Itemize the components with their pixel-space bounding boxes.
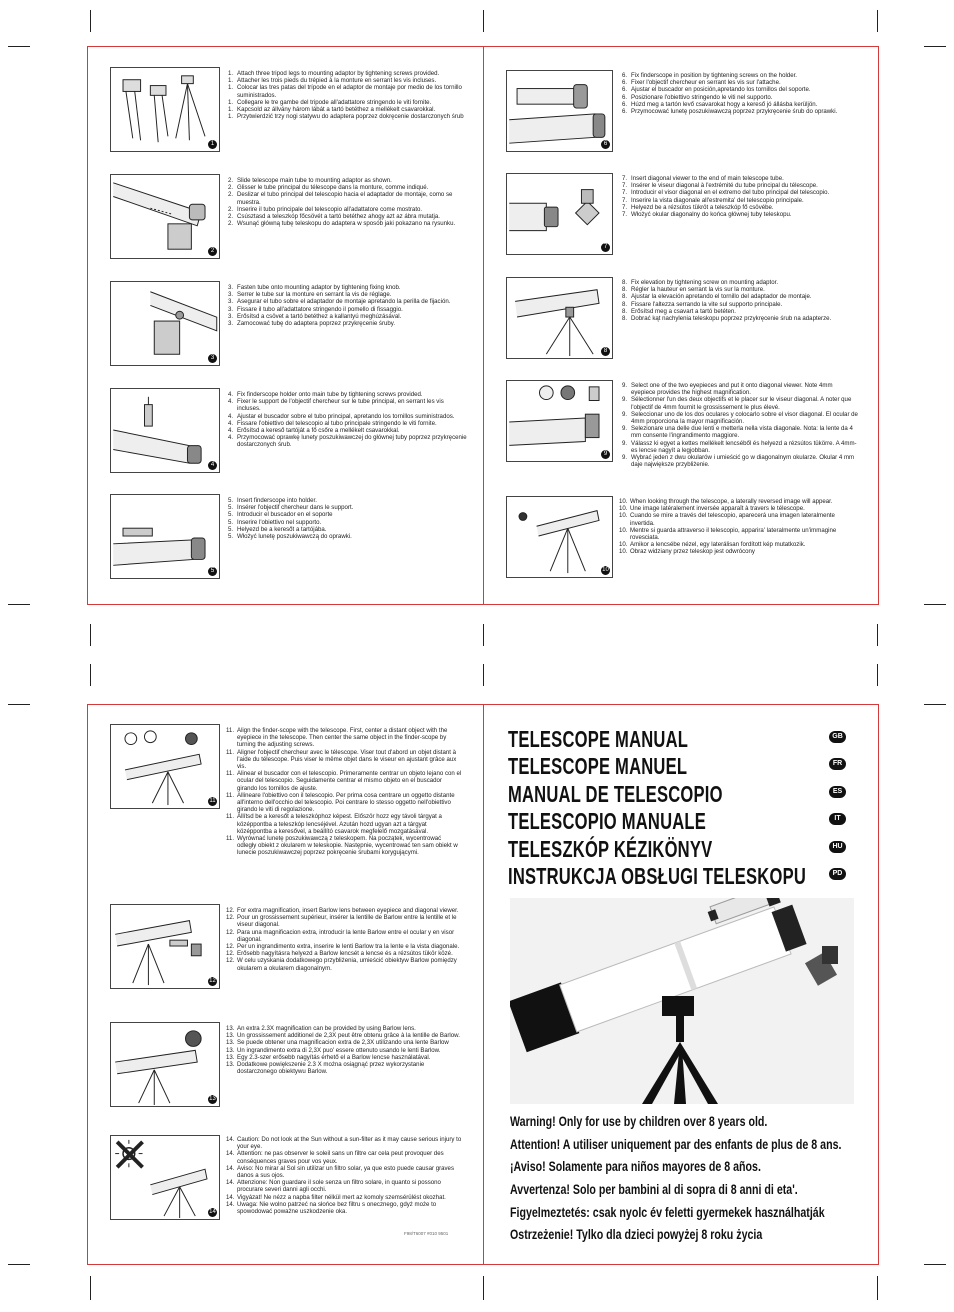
step-text: Insérer le viseur diagonal à l'extrémité du tube principal du télescope. [631,182,818,190]
step-number: 13. [226,1046,235,1054]
step-text: Aviso: No mirar al Sol sin utilizar un filtro solar, ya que esto puede causar graves danos a sus ojos. [237,1164,454,1180]
step-number: 7. [622,189,628,197]
step-figure-7 [506,173,613,255]
step-number: 7. [622,196,628,204]
step-text: Kapcsold az állvány három lábát a tartó betéthez a mellékelt csavarokkal. [237,106,436,114]
step-text: Introducir el buscador en el soporte [237,511,333,519]
step-text: Attacher les trois pieds du trépied à la monture en serrant les vis incluses. [237,77,437,85]
step-text: Asegurar el tubo sobre el adaptador de montaje apretando la perilla de fijación. [237,298,451,306]
step-12-text [226,907,462,972]
step-7-text [622,175,858,218]
crop-mark [8,46,30,47]
step-text: Erősítsd a kereső tartóját a fő csőre a mellékelt csavarokkal. [237,427,400,435]
step-figure-4 [110,388,220,473]
step-text: Wyrównać lunetę poszukiwawczą z teleskopem. Na początek, wycentrować odległy obiekt z okularem w teleskopie. Następnie, wycentrować ten sam obiekt w lunecie poszukiwawczej poprzez pokręcenie śrubami korygującymi. [237,835,458,857]
step-text: Zamocować tubę do adaptera poprzez przykręcenie śruby. [237,320,396,328]
step-text: Inserire l'obiettivo nel supporto. [237,518,322,526]
step-number: 2. [228,220,234,228]
step-number: 4. [228,391,234,398]
step-number: 7. [622,211,628,219]
step-text: Erősítsd meg a csavart a tartó betéten. [631,307,737,315]
step-text: Dodatkowe powiększenie 2.3 X można osiągnąć przez wykorzystanie dostarczonego obiektywu Barlow. [237,1061,425,1076]
step-text: Fixer le support de l'objectif chercheur sur le tube principal, en serrant les vis incluses. [237,398,444,413]
step-text: Une image latéralement inversée apparaît à travers le télescope. [630,505,805,513]
step-text: Csúsztasd a teleszkóp főcsövét a tartó betéthez ahogy azt az ábra mutatja. [237,213,440,221]
step-number: 6. [622,100,628,108]
step-text: Selezionare una delle due lenti e metterla nella vista diagonale. Nota: la lente da 4 mm consente l'ingrandimento maggiore. [631,425,853,440]
step-text: Egy 2.3-szer erősebb nagyítás érhető el a Barlow lencse használatával. [237,1053,431,1061]
step-text: Insert diagonal viewer to the end of main telescope tube. [631,175,784,182]
step-figure-13 [110,1022,220,1107]
step-number: 3. [228,305,234,313]
step-number: 14. [226,1179,235,1187]
finderscope-holder-illustration [111,389,219,472]
figure-number: 5 [208,567,217,576]
step-text: Insérer l'objectif chercheur dans le support. [237,504,354,512]
step-8-text [622,279,858,322]
step-text: Fix finderscope in position by tightening screws on the holder. [631,72,797,79]
step-text: Erősítsd a csövet a tartó betéthez a kallantyú meghúzásával. [237,312,402,320]
step-number: 11. [226,791,235,799]
step-9-text [622,382,858,468]
step-text: Para una magnificacion extra, introducir la lente Barlow entre el ocular y en visor diagonal. [237,928,455,943]
magnification-illustration [111,1023,219,1106]
step-number: 6. [622,86,628,94]
elevation-illustration [507,278,612,358]
crop-mark [877,624,878,646]
step-number: 2. [228,177,234,184]
step-number: 10. [619,526,628,534]
crop-mark [483,1276,484,1300]
step-number: 11. [226,748,235,756]
step-number: 8. [622,300,628,308]
step-13-text [226,1025,462,1075]
figure-number: 14 [209,1209,216,1215]
step-text: Húzd meg a tartón levő csavarokat hogy a kereső jó állásba kerüljön. [631,100,818,108]
step-number: 10. [619,512,628,520]
step-number: 10. [619,548,628,556]
figure-number: 8 [601,347,610,356]
figure-number: 10 [602,567,609,573]
step-number: 12. [226,907,235,914]
step-text: Fissare il tubo all'adattatore stringendo il pomello di fissaggio. [237,305,403,313]
step-text: Fasten tube onto mounting adaptor by tightening fixing knob. [237,284,401,291]
cover-title-fr: TELESCOPE MANUEL [508,753,688,779]
warning-hu: Figyelmeztetés: csak nyolc év feletti gyermekek használhatják [510,1204,825,1220]
step-text: Un ingrandimento extra di 2,3X puo' essere ottenuto usando le lenti Barlow. [237,1046,441,1054]
step-text: Obraz widziany przez teleskop jest odwrócony [630,548,755,556]
crop-mark [90,1276,91,1300]
telescope-illustration [510,898,854,1104]
step-text: Se puede obtener una magnificacion extra de 2,3X utilizando una lente Barlow [237,1039,449,1047]
step-text: Amikor a lencsébe nézel, egy laterálisan fordított kép mutatkozik. [630,541,806,549]
step-2-text [228,177,468,227]
step-number: 13. [226,1061,235,1069]
step-number: 14. [226,1150,235,1158]
crop-mark [924,704,946,705]
crop-mark [8,1264,30,1265]
step-number: 12. [226,928,235,936]
step-text: Caution: Do not look at the Sun without a sun-filter as it may cause serious injury to your eye. [237,1136,462,1151]
step-text: W celu uzyskania dodatkowego przybliżenia, umieścić obiektyw Barlow pomiędzy okularem a okularem diagonalnym. [237,957,457,972]
step-text: Ajustar el buscador en posición,apretando los tornillos del soporte. [631,86,811,94]
step-figure-3 [110,281,220,366]
step-text: Alinear el buscador con el telescopio. Primeramente centrar un objeto lejano con el ocular del telescopio. Seguidamente centrar el mismo objeto en el buscador girando los tornillos de ajuste. [237,770,462,792]
step-number: 1. [228,106,234,114]
step-figure-10 [506,496,613,578]
lang-badge-hu: HU [829,841,846,853]
crop-mark [483,10,484,32]
step-text: Régler la hauteur en serrant la vis sur la monture. [631,286,765,294]
step-text: Select one of the two eyepieces and put it onto diagonal viewer. Note 4mm eyepiece provides the highest magnification. [631,382,833,397]
step-text: Align the finder-scope with the telescope. First, center a distant object with the eyepiece in the telescope. Then center the same object in the finder-scope by turning the adjusting screws. [237,727,448,749]
step-text: Cuando se mire a través del telescopio, aparecerá una imagen lateralmente invertida. [630,512,835,527]
step-text: Deslizar el tubo principal del telescopio hacia el adaptador de montaje, como se muestra. [237,191,453,206]
crop-mark [90,624,91,646]
barlow-lens-illustration [111,905,219,988]
step-text: Włożyć lunetę poszukiwawczą do oprawki. [237,533,352,541]
step-number: 4. [228,419,234,427]
step-text: Vigyázat! Ne nézz a napba filter nélkül mert az komoly szemsérülést okozhat. [237,1193,446,1201]
fixing-knob-illustration [111,282,219,365]
step-number: 3. [228,312,234,320]
step-text: Uwaga: Nie wolno patrzeć na słońce bez filtru s onecznego, gdyż może to spowodować poważne uszkodzenie oka. [237,1200,437,1216]
step-number: 12. [226,943,235,951]
step-text: An extra 2.3X magnification can be provided by using Barlow lens. [237,1025,416,1032]
step-number: 13. [226,1053,235,1061]
crop-mark [877,1276,878,1300]
step-3-text [228,284,468,327]
step-number: 8. [622,293,628,301]
sun-warning-illustration [111,1136,219,1219]
step-text: Helyezd be a keresőt a tartójába. [237,525,327,533]
step-figure-8 [506,277,613,359]
figure-number: 2 [208,247,217,256]
step-number: 10. [619,498,628,505]
crop-mark [483,624,484,646]
step-figure-11 [110,724,220,809]
step-number: 13. [226,1039,235,1047]
step-number: 2. [228,191,234,199]
step-11-text [226,727,462,857]
crop-mark [924,46,946,47]
step-number: 10. [619,541,628,549]
step-number: 9. [622,425,628,433]
figure-number: 7 [601,243,610,252]
step-10-text [619,498,859,556]
figure-number: 1 [208,140,217,149]
step-4-text [228,391,468,449]
tube-slide-illustration [111,175,219,258]
step-figure-2 [110,174,220,259]
figure-number: 6 [601,140,610,149]
step-text: Slide telescope main tube to mounting adaptor as shown. [237,177,392,184]
crop-mark [877,664,878,686]
figure-number: 9 [601,450,610,459]
step-number: 10. [619,505,628,513]
step-figure-6 [506,70,613,152]
step-number: 13. [226,1032,235,1040]
step-5-text [228,497,468,540]
step-number: 1. [228,113,234,121]
step-number: 5. [228,525,234,533]
warning-it: Avvertenza! Solo per bambini al di sopra di 8 anni di eta'. [510,1181,798,1197]
step-text: Introducir el visor diagonal en el extremo del tubo principal del telescopio. [631,189,830,197]
cover-title-it: TELESCOPIO MANUALE [508,808,707,834]
step-text: Colocar las tres patas del trípode en el adaptor de montaje por medio de los tornillo suministrados. [237,84,462,99]
step-text: Ajustar la elevación apretando el tornillo del adaptador de montaje. [631,293,812,301]
step-text: Przymocować lunetę poszukiwawczą poprzez przykręcenie śrub do oprawki. [631,108,838,116]
crop-mark [924,1264,946,1265]
step-text: Fixer l'objectif chercheur en serrant les vis sur l'attache. [631,79,781,87]
lang-badge-fr: FR [829,758,846,770]
alignment-illustration [111,725,219,808]
step-number: 1. [228,84,234,92]
step-number: 5. [228,518,234,526]
step-text: Fix finderscope holder onto main tube by tightening screws provided. [237,391,423,398]
step-text: Sélectionner l'un des deux objectifs et le placer sur le viseur diagonal. A noter que l'objectif de 4mm fournit le grossissement le plus élevé. [631,396,852,411]
step-text: Aligner l'objectif chercheur avec le télescope. Viser tout d'abord un objet distant à l'aide du télescope. Puis viser le même objet dans le viseur en ajustant grâce aux vis. [237,748,457,771]
crop-mark [8,604,30,605]
step-text: Pour un grossissement supérieur, insérer la lentille de Barlow entre la lentille et le viseur diagonal. [237,914,457,929]
warning-fr: Attention! A utiliser uniquement par des enfants de plus de 8 ans. [510,1136,842,1152]
step-text: Ajustar el buscador sobre el tubo principal, apretando los tornillos suministrados. [237,412,455,420]
step-text: Collegare le tre gambe del tripode all'adattatore stringendo le viti fornite. [237,98,432,106]
step-number: 3. [228,320,234,328]
cover-title-hu: TELESZKÓP KÉZIKÖNYV [508,836,713,862]
step-figure-9 [506,380,613,462]
step-number: 6. [622,72,628,79]
step-number: 5. [228,504,234,512]
step-text: Attention: ne pas observer le soleil sans un filtre car cela peut provoquer des conséquences graves pour vos yeux. [237,1150,444,1165]
fold-line [483,704,484,1265]
step-number: 3. [228,291,234,299]
step-number: 12. [226,957,235,965]
step-text: Fissare l'altezza serrando la vite sul supporto principale. [631,300,783,308]
step-text: Przymocować oprawkę lunety poszukiwawczej do głównej tuby poprzez przykręcenie dostarczonych śrub. [237,434,467,449]
crop-mark [924,604,946,605]
step-figure-12 [110,904,220,989]
tripod-assembly-illustration [111,68,219,151]
step-number: 3. [228,298,234,306]
eyepiece-selection-illustration [507,381,612,461]
step-number: 6. [622,79,628,87]
step-number: 11. [226,835,235,843]
step-number: 4. [228,427,234,435]
figure-number: 3 [208,354,217,363]
step-number: 8. [622,286,628,294]
step-number: 1. [228,77,234,85]
lang-badge-pd: PD [829,868,846,880]
lang-badge-es: ES [829,786,846,798]
step-number: 11. [226,770,235,778]
step-number: 12. [226,950,235,958]
step-text: Przytwierdzić trzy nogi statywu do adaptera poprzez dokręcenie dostarczonych śrub [237,113,464,121]
figure-number: 4 [208,461,217,470]
step-number: 9. [622,454,628,462]
step-number: 14. [226,1193,235,1201]
figure-number: 12 [209,978,216,984]
step-number: 9. [622,439,628,447]
step-number: 1. [228,98,234,106]
step-text: Dobrać kąt nachylenia teleskopu poprzez przykręcenie śrub na adapterze. [631,315,832,323]
step-text: Un grossissement additionel de 2,3X peut être obtenu grâce à la lentille de Barlow. [237,1032,460,1040]
finderscope-insert-illustration [111,495,219,578]
step-number: 12. [226,914,235,922]
step-figure-14 [110,1135,220,1220]
step-text: Fix elevation by tightening screw on mounting adaptor. [631,279,779,286]
step-number: 5. [228,497,234,504]
step-text: Fissare l'obiettivo del telescopio al tubo principale stringendo le viti fornite. [237,419,437,427]
step-text: Válassz ki egyet a kettes mellékelt lencséből és helyezd a rézsútos tükörre. A 4mm-es lencse nagyít a legjobban. [631,439,857,454]
step-number: 4. [228,412,234,420]
step-number: 11. [226,727,235,734]
step-text: Állítsd be a keresőt a teleszkóphoz képest. Először hozz egy távoli tárgyat a középpontba a teleszkóp lencséjével. Azután hozd ugyan azt a tárgyat középpontba a keresővel, a beállító csavarok megfelelő mozgatásával. [237,813,442,835]
step-number: 9. [622,382,628,389]
crop-mark [8,704,30,705]
step-number: 4. [228,398,234,406]
step-number: 8. [622,315,628,323]
step-number: 8. [622,307,628,315]
step-text: Attenzione: Non guardare il sole senza un filtro solare, in quanto si possono procurare severi danni agli occhi. [237,1179,441,1194]
figure-number: 11 [209,798,216,804]
step-number: 5. [228,533,234,541]
step-text: Mentre si guarda attraverso il telescopio, apparira' lateralmente un'immagine rovesciata. [630,526,837,542]
step-text: When looking through the telescope, a laterally reversed image will appear. [630,498,833,505]
step-text: Inserire il tubo principale del telescopio all'adattatore come mostrato. [237,205,423,213]
step-number: 11. [226,813,235,821]
step-text: Włożyć okular diagonalny do końca głównej tuby teleskopu. [631,211,792,219]
cover-title-pd: INSTRUKCJA OBSŁUGI TELESKOPU [508,863,807,889]
step-number: 6. [622,93,628,101]
cover-title-gb: TELESCOPE MANUAL [508,726,689,752]
crop-mark [90,664,91,686]
step-text: For extra magnification, insert Barlow lens between eyepiece and diagonal viewer. [237,907,459,914]
step-number: 2. [228,213,234,221]
step-number: 9. [622,396,628,404]
step-number: 14. [226,1136,235,1143]
step-number: 7. [622,203,628,211]
crop-mark [90,10,91,32]
step-number: 13. [226,1025,235,1032]
product-code: F98/T6007 #010 9501 [404,1231,449,1236]
step-14-text [226,1136,462,1215]
step-text: Inserire la vista diagonale all'estremita' del telescopio principale. [631,196,804,204]
step-text: Seleccionar uno de los dos oculares y colocarlo sobre el visor diagonal. El ocular de 4mm proporciona la mayor magnificación. [631,410,858,426]
step-text: Erősebb nagyításra helyezd a Barlow lencsét a lencse és a rézsútos tükör közé. [237,950,453,958]
lang-badge-it: IT [829,813,846,825]
telescope-product-photo [510,898,854,1104]
warning-gb: Warning! Only for use by children over 8 years old. [510,1113,768,1129]
step-text: Allineare l'obiettivo con il telescopio. Per prima cosa centrare un oggetto distante all'interno dell'occhio del telescopio. Poi centrare lo stesso oggetto nell'obiettivo girando le viti di regolazione. [237,791,455,814]
step-text: Serrer le tube sur la monture en serrant la vis de réglage. [237,291,392,299]
step-text: Per un ingrandimento extra, inserire le lenti Barlow tra la lente e la vista diagonale. [237,943,460,951]
step-text: Insert finderscope into holder. [237,497,317,504]
step-number: 8. [622,279,628,286]
lang-badge-gb: GB [829,731,846,743]
step-text: Attach three tripod legs to mounting adaptor by tightening screws provided. [237,70,440,77]
step-6-text [622,72,858,115]
step-text: Glisser le tube principal du télescope dans la monture, comme indiqué. [237,184,429,192]
step-number: 9. [622,410,628,418]
step-figure-5 [110,494,220,579]
step-number: 2. [228,205,234,213]
reversed-image-illustration [507,497,612,577]
step-text: Posizionare l'obiettivo stringendo le viti nel supporto. [631,93,773,101]
step-number: 7. [622,182,628,190]
crop-mark [877,10,878,32]
fold-line [483,46,484,605]
cover-title-es: MANUAL DE TELESCOPIO [508,781,723,807]
step-number: 7. [622,175,628,182]
step-number: 14. [226,1200,235,1208]
crop-mark [483,664,484,686]
figure-number: 13 [209,1096,216,1102]
step-number: 6. [622,108,628,116]
warning-es: ¡Aviso! Solamente para niños mayores de 8 años. [510,1158,761,1174]
diagonal-viewer-illustration [507,174,612,254]
step-number: 4. [228,434,234,442]
step-number: 2. [228,184,234,192]
finderscope-screws-illustration [507,71,612,151]
step-number: 3. [228,284,234,291]
step-number: 14. [226,1164,235,1172]
step-text: Wybrać jeden z dwu okularów i umieścić go w diagonalnym okularze. Okular 4 mm daje największe przybliżenie. [631,454,855,469]
step-figure-1 [110,67,220,152]
step-number: 5. [228,511,234,519]
warning-pd: Ostrzeżenie! Tylko dla dzieci powyżej 8 roku życia [510,1226,763,1242]
step-text: Helyezd be a rézsútos tükröt a teleszkóp fő csövébe. [631,203,774,211]
step-text: Wsunąć główną tubę teleskopu do adaptera w sposób jaki pokazano na rysunku. [237,220,456,228]
step-number: 1. [228,70,234,77]
step-1-text [228,70,468,120]
